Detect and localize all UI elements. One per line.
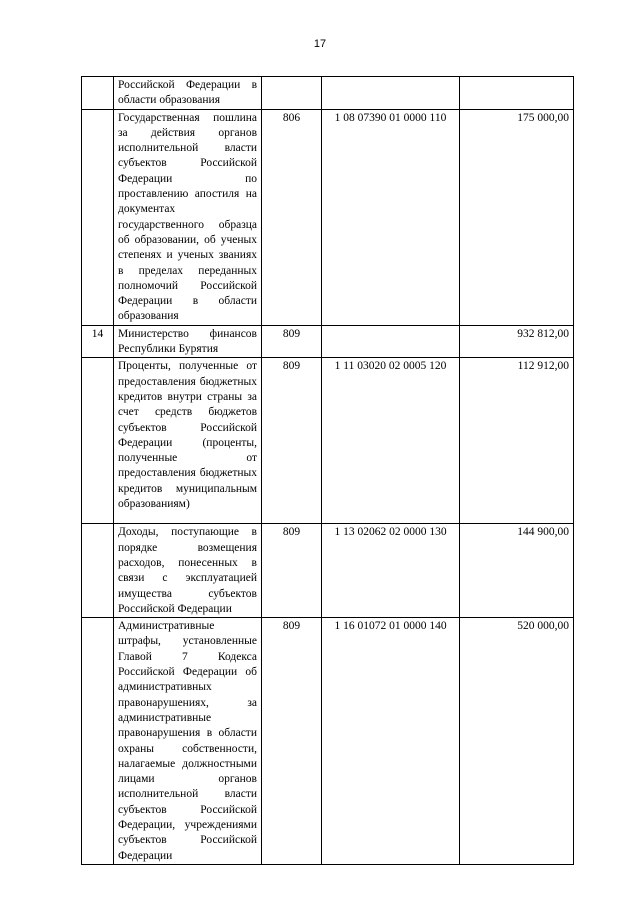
admin-code-cell: 809 bbox=[262, 325, 322, 358]
revenue-name-cell: Министерство финансов Республики Бурятия bbox=[114, 325, 262, 358]
revenue-name-cell: Административные штрафы, установленные Главой 7 Кодекса Российской Федерации об административных правонарушениях, за административные правонарушения в области охраны собственности, налагаемые должностными лицами органов исполнительной власти субъектов Российской Федерации, учреждениями субъектов Российской Федерации bbox=[114, 618, 262, 865]
budget-code-cell: 1 08 07390 01 0000 110 bbox=[322, 109, 460, 325]
admin-code-cell: 809 bbox=[262, 524, 322, 618]
admin-code-cell: 806 bbox=[262, 109, 322, 325]
row-number-cell bbox=[82, 524, 114, 618]
admin-code-cell: 809 bbox=[262, 618, 322, 865]
budget-code-cell: 1 16 01072 01 0000 140 bbox=[322, 618, 460, 865]
page-number: 17 bbox=[313, 38, 327, 50]
table-row bbox=[82, 77, 574, 110]
budget-code-cell bbox=[322, 325, 460, 358]
budget-code-cell bbox=[322, 77, 460, 110]
table-row bbox=[82, 109, 574, 325]
revenue-name-cell: Доходы, поступающие в порядке возмещения расходов, понесенных в связи с эксплуатацией имущества субъектов Российской Федерации bbox=[114, 524, 262, 618]
table-row bbox=[82, 618, 574, 865]
row-number-cell bbox=[82, 77, 114, 110]
table-row bbox=[82, 524, 574, 618]
table-row bbox=[82, 325, 574, 358]
budget-code-cell: 1 11 03020 02 0005 120 bbox=[322, 358, 460, 524]
budget-code-cell: 1 13 02062 02 0000 130 bbox=[322, 524, 460, 618]
row-number-cell bbox=[82, 109, 114, 325]
amount-cell: 144 900,00 bbox=[460, 524, 574, 618]
amount-cell bbox=[460, 77, 574, 110]
row-number-cell: 14 bbox=[82, 325, 114, 358]
admin-code-cell: 809 bbox=[262, 358, 322, 524]
row-number-cell bbox=[82, 618, 114, 865]
amount-cell: 932 812,00 bbox=[460, 325, 574, 358]
budget-revenue-table bbox=[81, 76, 574, 865]
row-number-cell bbox=[82, 358, 114, 524]
revenue-name-cell: Государственная пошлина за действия органов исполнительной власти субъектов Российской Федерации по проставлению апостиля на документах государственного образца об образовании, об ученых степенях и ученых званиях в пределах переданных полномочий Российской Федерации в области образования bbox=[114, 109, 262, 325]
amount-cell: 520 000,00 bbox=[460, 618, 574, 865]
table-row bbox=[82, 358, 574, 524]
revenue-name-cell: Проценты, полученные от предоставления бюджетных кредитов внутри страны за счет средств бюджетов субъектов Российской Федерации (проценты, полученные от предоставления бюджетных кредитов муниципальным образованиям) bbox=[114, 358, 262, 524]
revenue-name-cell: Российской Федерации в области образования bbox=[114, 77, 262, 110]
admin-code-cell bbox=[262, 77, 322, 110]
amount-cell: 175 000,00 bbox=[460, 109, 574, 325]
amount-cell: 112 912,00 bbox=[460, 358, 574, 524]
